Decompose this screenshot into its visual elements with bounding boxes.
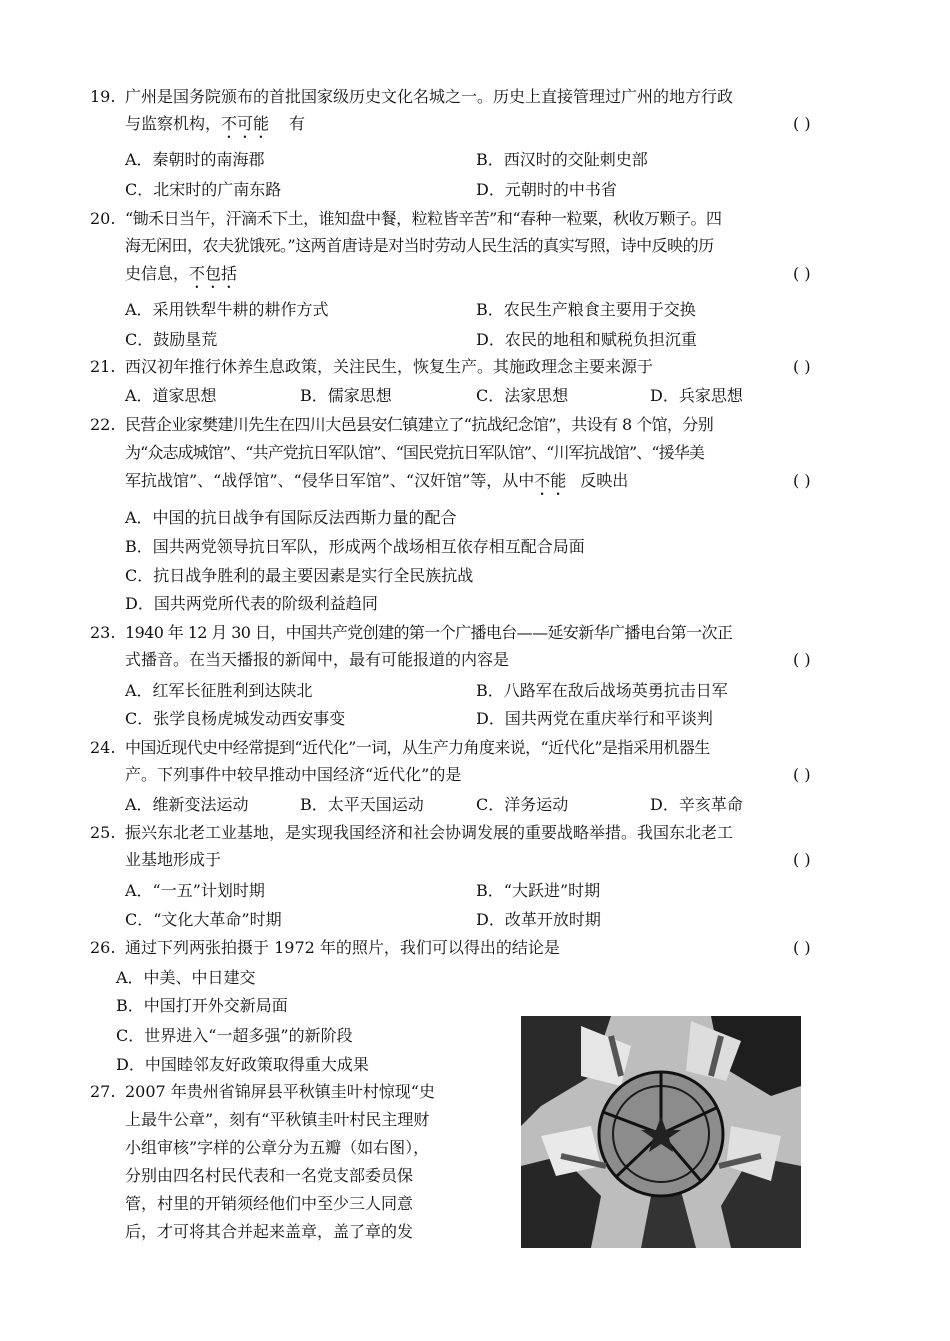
option-d: D．国共两党在重庆举行和平谈判 bbox=[476, 709, 713, 728]
answer-blank: ( ) bbox=[793, 650, 811, 669]
question-text: 1940 年 12 月 30 日，中国共产党创建的第一个广播电台——延安新华广播电台第一次正 bbox=[125, 623, 733, 642]
option-c: C．法家思想 bbox=[476, 386, 569, 405]
answer-blank: ( ) bbox=[793, 471, 811, 490]
question-text: 振兴东北老工业基地，是实现我国经济和社会协调发展的重要战略举措。我国东北老工 bbox=[125, 823, 734, 842]
question-text: 民营企业家樊建川先生在四川大邑县安仁镇建立了“抗战纪念馆”，共设有 8 个馆，分别 bbox=[125, 415, 714, 434]
option-b: B．太平天国运动 bbox=[300, 795, 424, 814]
option-c: C．张学良杨虎城发动西安事变 bbox=[125, 709, 346, 728]
question-text: “锄禾日当午，汗滴禾下土，谁知盘中餐，粒粒皆辛苦”和“春种一粒粟，秋收万颗子。四 bbox=[125, 209, 722, 228]
question-number: 20. bbox=[90, 209, 116, 228]
option-c: C．洋务运动 bbox=[476, 795, 569, 814]
question-text: 小组审核”字样的公章分为五瓣（如右图）， bbox=[125, 1138, 430, 1157]
question-text: 后，才可将其合并起来盖章，盖了章的发 bbox=[125, 1222, 414, 1241]
option-c: C．“文化大革命”时期 bbox=[125, 910, 282, 929]
emphasis-text: 不包括 bbox=[189, 264, 238, 283]
answer-blank: ( ) bbox=[793, 264, 811, 283]
option-a: A．道家思想 bbox=[125, 386, 217, 405]
option-d: D．中国睦邻友好政策取得重大成果 bbox=[116, 1055, 369, 1074]
question-text: 为“众志成城馆”、“共产党抗日军队馆”、“国民党抗日军队馆”、“川军抗战馆”、“援华美 bbox=[125, 443, 704, 462]
option-b: B．“大跃进”时期 bbox=[476, 881, 601, 900]
question-number: 22. bbox=[90, 415, 116, 434]
option-d: D．辛亥革命 bbox=[650, 795, 743, 814]
question-number: 23. bbox=[90, 623, 116, 642]
option-a: A．中美、中日建交 bbox=[116, 968, 256, 987]
option-d: D．改革开放时期 bbox=[476, 910, 601, 929]
option-d: D．农民的地租和赋税负担沉重 bbox=[476, 330, 697, 349]
question-text: 广州是国务院颁布的首批国家级历史文化名城之一。历史上直接管理过广州的地方行政 bbox=[125, 87, 734, 106]
question-text: 西汉初年推行休养生息政策，关注民生，恢复生产。其施政理念主要来源于 bbox=[125, 357, 654, 376]
option-b: B．中国打开外交新局面 bbox=[116, 996, 288, 1015]
option-d: D．兵家思想 bbox=[650, 386, 743, 405]
option-c: C．北宋时的广南东路 bbox=[125, 180, 282, 199]
question-text: 通过下列两张拍摄于 1972 年的照片，我们可以得出的结论是 bbox=[125, 938, 560, 957]
option-b: B．儒家思想 bbox=[300, 386, 392, 405]
question-text: 史信息，不包括 bbox=[125, 264, 238, 283]
option-d: D．元朝时的中书省 bbox=[476, 180, 617, 199]
question-number: 19. bbox=[90, 87, 116, 106]
question-text: 上最牛公章”，刻有“平秋镇圭叶村民主理财 bbox=[125, 1110, 430, 1129]
question-number: 27. bbox=[90, 1082, 116, 1101]
question-number: 24. bbox=[90, 738, 116, 757]
option-a: A．秦朝时的南海郡 bbox=[125, 150, 265, 169]
question-text: 2007 年贵州省锦屏县平秋镇圭叶村惊现“史 bbox=[125, 1082, 435, 1101]
option-b: B．农民生产粮食主要用于交换 bbox=[476, 300, 696, 319]
option-a: A．采用铁犁牛耕的耕作方式 bbox=[125, 300, 329, 319]
option-a: A．红军长征胜利到达陕北 bbox=[125, 681, 313, 700]
option-a: A．维新变法运动 bbox=[125, 795, 249, 814]
option-b: B．西汉时的交阯刺史部 bbox=[476, 150, 648, 169]
emphasis-text: 不可能 bbox=[221, 114, 270, 133]
question-text: 式播音。在当天播报的新闻中，最有可能报道的内容是 bbox=[125, 650, 510, 669]
question-number: 21. bbox=[90, 357, 116, 376]
answer-blank: ( ) bbox=[793, 114, 811, 133]
answer-blank: ( ) bbox=[793, 357, 811, 376]
answer-blank: ( ) bbox=[793, 765, 811, 784]
question-number: 25. bbox=[90, 823, 116, 842]
seal-photo bbox=[521, 1016, 801, 1248]
question-text: 军抗战馆”、“战俘馆”、“侵华日军馆”、“汉奸馆”等，从中不能 反映出 bbox=[125, 471, 629, 490]
seal-photo-image bbox=[521, 1016, 801, 1248]
question-text: 分别由四名村民代表和一名党支部委员保 bbox=[125, 1166, 414, 1185]
option-b: B．八路军在敌后战场英勇抗击日军 bbox=[476, 681, 728, 700]
emphasis-text: 不能 bbox=[534, 471, 567, 490]
option-c: C．世界进入“一超多强”的新阶段 bbox=[116, 1026, 353, 1045]
question-text: 业基地形成于 bbox=[125, 850, 222, 869]
question-text: 海无闲田，农夫犹饿死。”这两首唐诗是对当时劳动人民生活的真实写照，诗中反映的历 bbox=[125, 236, 714, 255]
question-text: 中国近现代史中经常提到“近代化”一词，从生产力角度来说，“近代化”是指采用机器生 bbox=[125, 738, 710, 757]
option-d: D．国共两党所代表的阶级利益趋同 bbox=[125, 594, 378, 613]
question-text: 管，村里的开销须经他们中至少三人同意 bbox=[125, 1194, 414, 1213]
answer-blank: ( ) bbox=[793, 850, 811, 869]
option-c: C．抗日战争胜利的最主要因素是实行全民族抗战 bbox=[125, 566, 474, 585]
question-text: 产。下列事件中较早推动中国经济“近代化”的是 bbox=[125, 765, 462, 784]
option-c: C．鼓励垦荒 bbox=[125, 330, 218, 349]
option-b: B．国共两党领导抗日军队，形成两个战场相互依存相互配合局面 bbox=[125, 537, 585, 556]
option-a: A．“一五”计划时期 bbox=[125, 881, 265, 900]
answer-blank: ( ) bbox=[793, 938, 811, 957]
question-number: 26. bbox=[90, 938, 116, 957]
option-a: A．中国的抗日战争有国际反法西斯力量的配合 bbox=[125, 508, 457, 527]
question-text: 与监察机构，不可能 有 bbox=[125, 114, 306, 133]
